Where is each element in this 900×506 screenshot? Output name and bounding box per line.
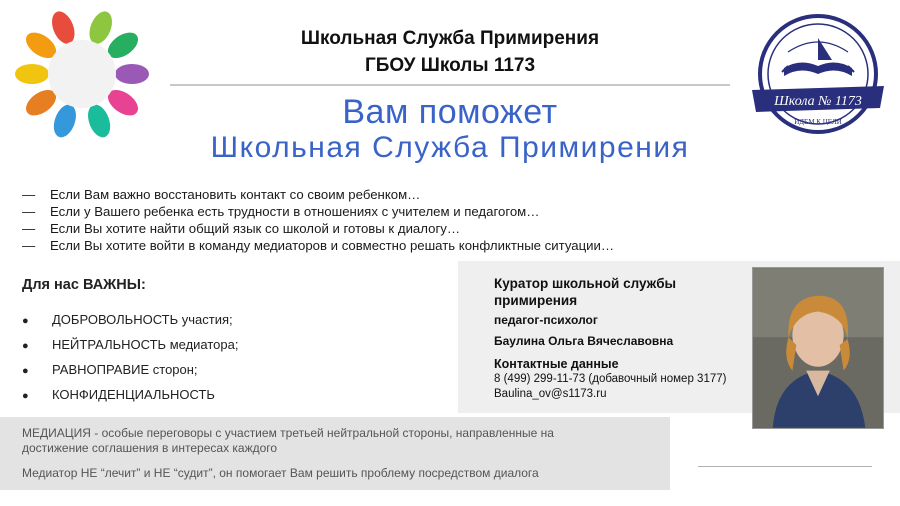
curator-role: педагог-психолог <box>494 313 598 327</box>
headline-line1: Вам поможет <box>342 93 558 131</box>
mediation-definition: МЕДИАЦИЯ - особые переговоры с участием третьей нейтральной стороны, направленные на достижение соглашения в интересах каждого <box>22 426 554 455</box>
list-item: — Если у Вашего ребенка есть трудности в отношениях с учителем и педагогом… <box>22 204 540 219</box>
curator-photo <box>752 267 884 429</box>
header-title-line2: ГБОУ Школы 1173 <box>364 55 536 76</box>
mediation-note: Медиатор НЕ “лечит” и НЕ “судит”, он помогает Вам решить проблему посредством диалога <box>22 466 539 480</box>
list-item: ● НЕЙТРАЛЬНОСТЬ медиатора; <box>22 337 239 352</box>
contacts-title: Контактные данные <box>494 357 619 371</box>
list-item: — Если Вы хотите найти общий язык со школой и готовы к диалогу… <box>22 221 461 236</box>
list-item: ● КОНФИДЕНЦИАЛЬНОСТЬ <box>22 387 215 402</box>
if-list <box>22 186 882 254</box>
contacts-email[interactable]: Baulina_ov@s1173.ru <box>494 388 607 400</box>
list-item: ● РАВНОПРАВИЕ сторон; <box>22 362 198 377</box>
list-item: — Если Вам важно восстановить контакт со своим ребенком… <box>22 187 421 202</box>
contacts-phone[interactable]: 8 (499) 299-11-73 (добавочный номер 3177) <box>494 373 727 385</box>
footer-divider <box>698 466 872 467</box>
curator-title: Куратор школьной службы примирения <box>494 276 677 308</box>
principles-list <box>22 308 239 408</box>
school-emblem-motto: ИДЕМ К ЦЕЛИ <box>794 118 842 126</box>
curator-name: Баулина Ольга Вячеславовна <box>494 334 674 348</box>
school-emblem-main-text: Школа № 1173 <box>774 94 862 109</box>
list-item: ● ДОБРОВОЛЬНОСТЬ участия; <box>22 312 233 327</box>
list-item: — Если Вы хотите войти в команду медиаторов и совместно решать конфликтные ситуации… <box>22 238 615 253</box>
important-title: Для нас ВАЖНЫ: <box>22 277 146 293</box>
header-title-line1: Школьная Служба Примирения <box>300 28 600 49</box>
headline-line2: Школьная Служба Примирения <box>210 131 690 164</box>
header-divider <box>170 84 730 86</box>
